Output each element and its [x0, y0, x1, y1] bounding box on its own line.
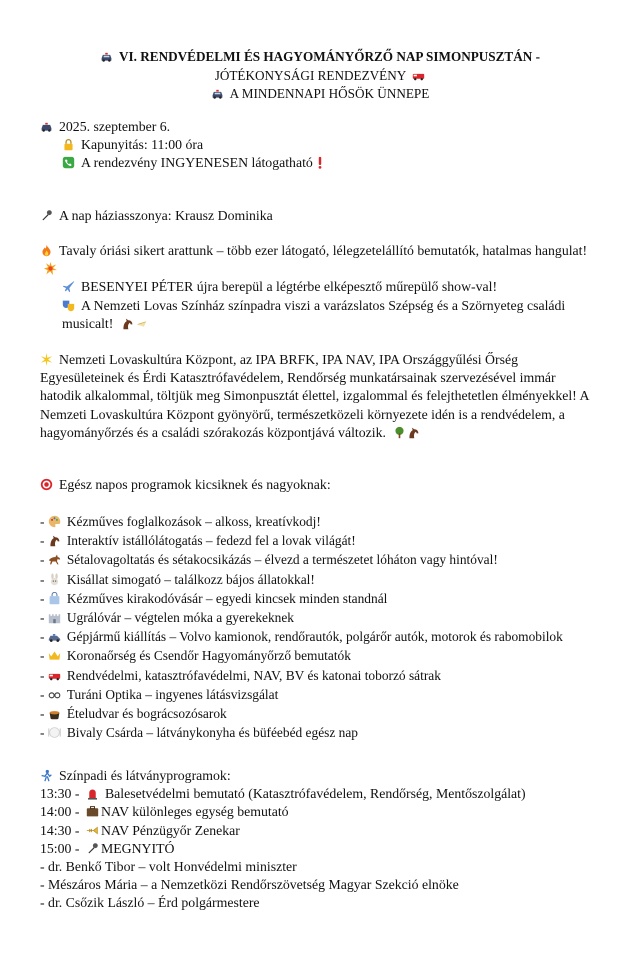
shopping-bag-icon: [48, 592, 61, 605]
horse-icon: [407, 426, 420, 439]
event-free: A rendezvény INGYENESEN látogatható: [40, 154, 600, 172]
list-item: - Koronaőrség és Csendőr Hagyományőrző bemutatók: [40, 648, 351, 664]
list-item: - Ételudvar és bográcsozósarok: [40, 706, 227, 722]
police-car-icon: [100, 50, 113, 63]
list-item: - Turáni Optika – ingyenes látásvizsgálat: [40, 686, 279, 702]
list-item: - Rendvédelmi, katasztrófavédelmi, NAV, BV és katonai toborzó sátrak: [40, 667, 441, 683]
pilot-line: BESENYEI PÉTER újra berepül a légtérbe elképesztő műrepülő show-val!: [40, 278, 600, 296]
castle-icon: [48, 611, 61, 624]
speaker-row: - Mészáros Mária – a Nemzetközi Rendőrszövetség Magyar Szekció elnöke: [40, 877, 459, 893]
tree-icon: [393, 426, 406, 439]
document-title: [40, 48, 600, 104]
horse-icon: [121, 317, 134, 330]
list-item: - Ugrálóvár – végtelen móka a gyerekeknek: [40, 610, 294, 626]
stage-title: Színpadi és látványprogramok:: [40, 767, 600, 785]
rabbit-icon: [48, 573, 61, 586]
programs-list: [40, 512, 600, 742]
dancer-icon: [40, 769, 53, 782]
theatre-icon: [62, 299, 75, 312]
list-item: - Bivaly Csárda – látványkonyha és büféebéd egész nap: [40, 725, 358, 741]
schedule-row: 14:00 - NAV különleges egység bemutató: [40, 804, 289, 820]
horse-icon: [48, 534, 61, 547]
list-item: - Sétalovagoltatás és sétakocsikázás – élvezd a természetet lóháton vagy hintóval!: [40, 552, 498, 568]
siren-icon: [86, 787, 99, 800]
schedule-row: 13:30 - Balesetvédelmi bemutató (Katasztrófavédelem, Rendőrség, Mentőszolgálat): [40, 786, 526, 802]
stage-section: [40, 767, 600, 913]
organizers-section: Nemzeti Lovaskultúra Központ, az IPA BRFK, IPA NAV, IPA Országgyűlési Őrség Egyesületeinek és Érdi Katasztrófavédelem, Rendőrség munkatársainak szervezésével immár hatodik alkalommal, töltjük meg Simonpusztát élettel, izgalommal és felejthetetlen élményekkel! A Nemzeti Lovaskultúra Központ gyönyörű, természetközeli környezete idén is a rendvédelem, a hagyományőrzés és a családi szórakozás központjává változik.: [40, 352, 589, 440]
event-gate: Kapunyitás: 11:00 óra: [40, 136, 600, 154]
trumpet-icon: [86, 824, 99, 837]
list-item: - Kézműves foglalkozások – alkoss, kreatívkodj!: [40, 514, 321, 529]
stew-pot-icon: [48, 707, 61, 720]
palette-icon: [48, 515, 61, 528]
list-item: - Kisállat simogató – találkozz bájos állatokkal!: [40, 571, 315, 587]
title-line-1: VI. RENDVÉDELMI ÉS HAGYOMÁNYŐRZŐ NAP SIMONPUSZTÁN -: [40, 48, 600, 67]
briefcase-icon: [86, 805, 99, 818]
speaker-row: - dr. Benkő Tibor – volt Honvédelmi miniszter: [40, 859, 297, 875]
last-year-text: Tavaly óriási sikert arattunk – több ezer látogató, lélegzetelállító bemutatók, hatalmas hangulat!: [40, 242, 600, 278]
programs-title: Egész napos programok kicsiknek és nagyoknak:: [40, 476, 600, 494]
host-line: A nap háziasszonya: Krausz Dominika: [40, 207, 600, 225]
theatre-line: A Nemzeti Lovas Színház színpadra viszi a varázslatos Szépség és a Szörnyeteg családi musicalt!: [62, 297, 566, 331]
list-item: - Kézműves kirakodóvásár – egyedi kincsek minden standnál: [40, 590, 388, 606]
plate-cutlery-icon: [48, 726, 61, 739]
police-car-icon: [211, 87, 224, 100]
airplane-icon: [62, 280, 75, 293]
fire-icon: [40, 244, 53, 257]
glasses-icon: [48, 688, 61, 701]
collision-icon: [44, 262, 57, 275]
fire-engine-icon: [412, 69, 425, 82]
list-item: - Gépjármű kiállítás – Volvo kamionok, rendőrautók, polgárőr autók, motorok és rabomobilok: [40, 629, 563, 645]
running-horse-icon: [48, 553, 61, 566]
title-line-3: A MINDENNAPI HŐSÖK ÜNNEPE: [40, 85, 600, 104]
list-item: - Interaktív istállólátogatás – fedezd fel a lovak világát!: [40, 533, 356, 549]
police-car-icon: [40, 120, 53, 133]
lock-icon: [62, 138, 75, 151]
microphone-icon: [40, 209, 53, 222]
sparkles-icon: [135, 317, 148, 330]
schedule-row: 14:30 - NAV Pénzügyőr Zenekar: [40, 822, 240, 838]
programs-section: [40, 476, 600, 494]
phone-icon: [62, 156, 75, 169]
fire-engine-icon: [48, 669, 61, 682]
sparkle-icon: [40, 353, 53, 366]
speaker-row: - dr. Csőzik László – Érd polgármestere: [40, 895, 260, 911]
last-year-section: [40, 242, 600, 333]
police-car-icon: [48, 630, 61, 643]
schedule-row: 15:00 - MEGNYITÓ: [40, 840, 175, 856]
event-date: 2025. szeptember 6.: [40, 118, 600, 136]
title-line-2: JÓTÉKONYSÁGI RENDEZVÉNY: [40, 67, 600, 86]
microphone-icon: [86, 842, 99, 855]
red-exclamation-icon: [316, 156, 324, 169]
event-info: [40, 118, 600, 173]
target-icon: [40, 478, 53, 491]
crown-icon: [48, 649, 61, 662]
